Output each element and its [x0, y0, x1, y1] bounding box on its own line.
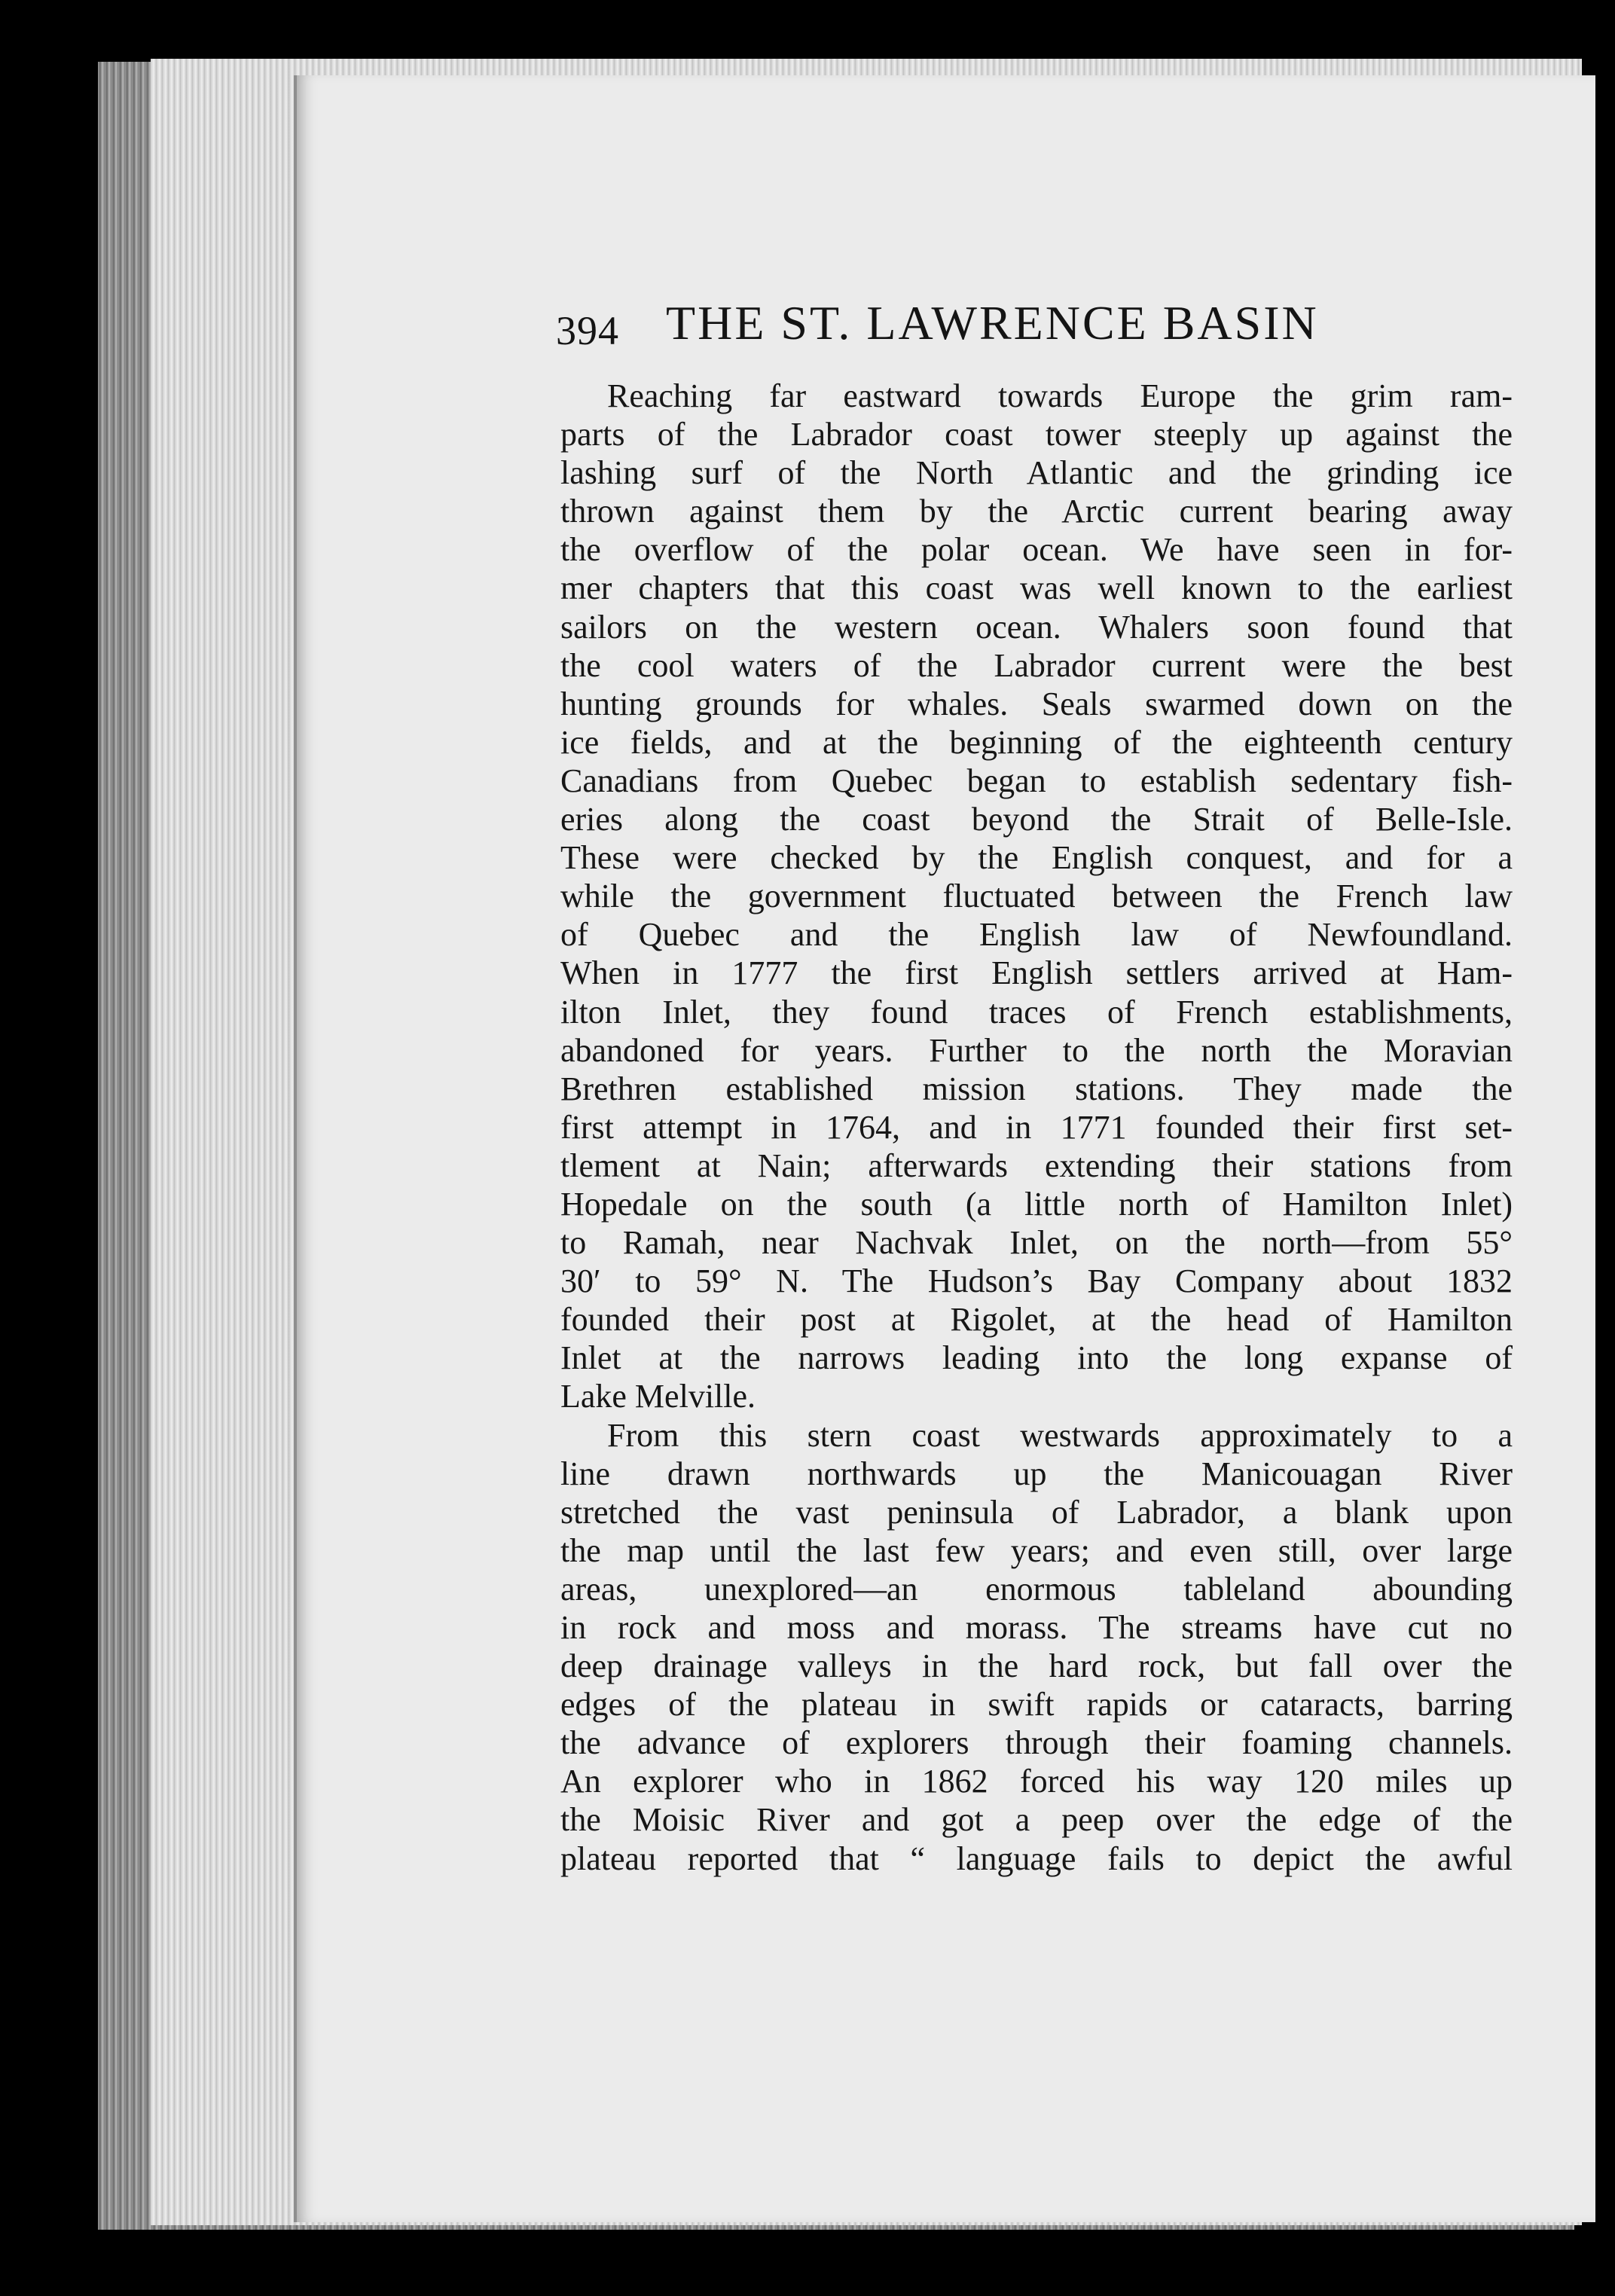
- text-line: Lake Melville.: [560, 1378, 756, 1415]
- text-line: founded their post at Rigolet, at the head of Hamilton: [560, 1301, 1513, 1339]
- text-line: eries along the coast beyond the Strait of Belle-Isle.: [560, 801, 1513, 838]
- text-line: of Quebec and the English law of Newfoundland.: [560, 916, 1513, 954]
- text-line: the cool waters of the Labrador current were the best: [560, 646, 1513, 684]
- text-line: Inlet at the narrows leading into the long expanse of: [560, 1339, 1513, 1377]
- text-line: the map until the last few years; and even still, over large: [560, 1531, 1513, 1569]
- text-line: Hopedale on the south (a little north of Hamilton Inlet): [560, 1185, 1513, 1223]
- text-line: plateau reported that “ language fails to depict the awful: [560, 1840, 1513, 1877]
- paragraph: [560, 1416, 1513, 1878]
- text-line: the Moisic River and got a peep over the edge of the: [560, 1801, 1513, 1839]
- text-line: the overflow of the polar ocean. We have seen in for-: [560, 531, 1513, 569]
- page-number: 394: [556, 308, 619, 353]
- text-line: lashing surf of the North Atlantic and the grinding ice: [560, 454, 1513, 492]
- body-text: [560, 377, 1513, 1878]
- text-line: first attempt in 1764, and in 1771 founded their first set-: [560, 1108, 1513, 1146]
- paragraph: [560, 377, 1513, 1416]
- text-line: the advance of explorers through their foaming channels.: [560, 1724, 1513, 1762]
- text-line: Reaching far eastward towards Europe the grim ram-: [607, 377, 1513, 414]
- text-line: abandoned for years. Further to the north the Moravian: [560, 1031, 1513, 1069]
- text-line: stretched the vast peninsula of Labrador, a blank upon: [560, 1493, 1513, 1531]
- text-line: parts of the Labrador coast tower steeply up against the: [560, 416, 1513, 453]
- text-line: areas, unexplored—an enormous tableland abounding: [560, 1570, 1513, 1608]
- running-title: THE ST. LAWRENCE BASIN: [666, 296, 1319, 350]
- page-header: [556, 295, 1520, 363]
- text-line: sailors on the western ocean. Whalers soon found that: [560, 608, 1513, 646]
- text-line: Brethren established mission stations. They made the: [560, 1070, 1513, 1107]
- text-line: mer chapters that this coast was well known to the earliest: [560, 569, 1513, 607]
- text-line: to Ramah, near Nachvak Inlet, on the north—from 55°: [560, 1224, 1513, 1262]
- text-line: These were checked by the English conquest, and for a: [560, 839, 1513, 877]
- text-line: while the government fluctuated between the French law: [560, 878, 1513, 915]
- text-line: line drawn northwards up the Manicouagan River: [560, 1455, 1513, 1492]
- text-line: ilton Inlet, they found traces of French establishments,: [560, 993, 1513, 1030]
- text-line: deep drainage valleys in the hard rock, but fall over the: [560, 1647, 1513, 1685]
- text-line: From this stern coast westwards approximately to a: [607, 1416, 1513, 1454]
- text-line: ice fields, and at the beginning of the eighteenth century: [560, 723, 1513, 761]
- text-line: Canadians from Quebec began to establish sedentary fish-: [560, 762, 1513, 799]
- text-line: hunting grounds for whales. Seals swarmed down on the: [560, 685, 1513, 722]
- text-line: An explorer who in 1862 forced his way 120 miles up: [560, 1763, 1513, 1800]
- text-line: edges of the plateau in swift rapids or cataracts, barring: [560, 1686, 1513, 1724]
- text-line: 30′ to 59° N. The Hudson’s Bay Company about 1832: [560, 1262, 1513, 1300]
- text-line: thrown against them by the Arctic current bearing away: [560, 493, 1513, 530]
- text-line: When in 1777 the first English settlers arrived at Ham-: [560, 954, 1513, 992]
- text-line: in rock and moss and morass. The streams have cut no: [560, 1609, 1513, 1646]
- text-line: tlement at Nain; afterwards extending their stations from: [560, 1146, 1513, 1184]
